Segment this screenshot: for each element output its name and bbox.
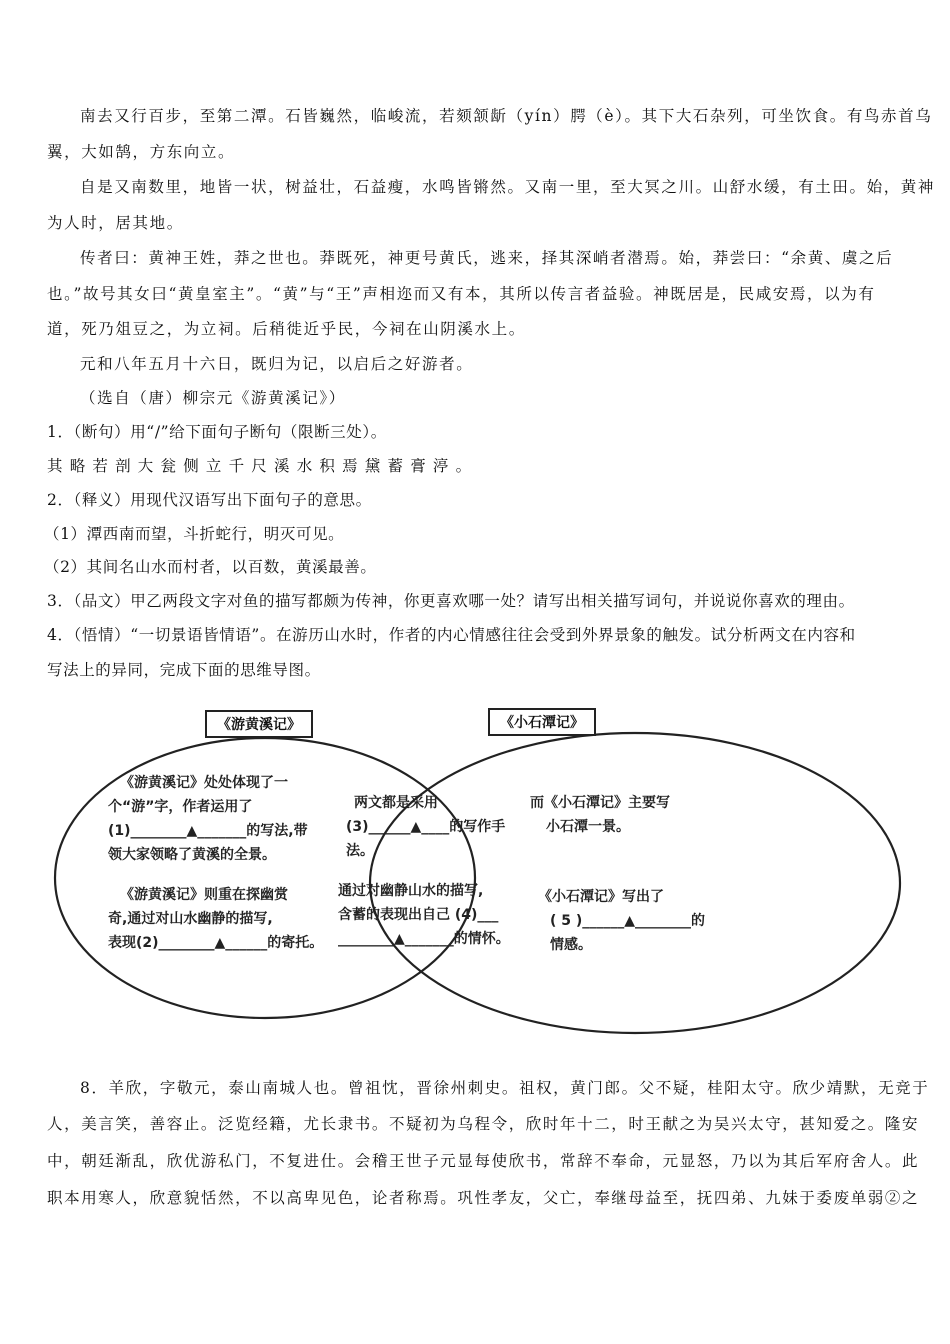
right-line-1: 而《小石潭记》主要写 [530,795,670,811]
left-line-4: 领大家领略了黄溪的全景。 [108,847,276,863]
question-1-text: 其略若剖大瓮侧立千尺溪水积焉黛蓄膏渟。 [47,457,479,475]
center-line-3: 法。 [346,843,374,859]
right-line-2: 小石潭一景。 [546,819,630,835]
right-line-5: 情感。 [550,937,592,953]
passage-p4: 元和八年五月十六日，既归为记，以启后之好游者。 [80,355,474,373]
center-line-1: 两文都是采用 [354,795,438,811]
left-line-1: 《游黄溪记》处处体现了一 [120,775,288,791]
passage2-l2: 人，美言笑，善容止。泛览经籍，尤长隶书。不疑初为乌程令，欣时年十二，时王献之为吴兴太守，甚知爱之。隆安 [47,1115,920,1133]
passage-source: （选自（唐）柳宗元《游黄溪记》） [80,389,346,407]
center-line-4: 通过对幽静山水的描写, [338,883,484,899]
question-1: 1．（断句）用“/”给下面句子断句（限断三处）。 [47,423,387,441]
left-line-5: 《游黄溪记》则重在探幽赏 [120,887,288,903]
passage-p2b: 为人时，居其地。 [47,214,184,232]
question-4b: 写法上的异同，完成下面的思维导图。 [47,661,321,679]
passage-p1b: 翼，大如鹄，方东向立。 [47,143,236,161]
passage-p3a: 传者曰：黄神王姓，莽之世也。莽既死，神更号黄氏，逃来，择其深峭者潜焉。始，莽尝曰：“余黄、虞之后 [80,249,894,267]
venn-diagram [40,700,920,1040]
left-line-2: 个“游”字，作者运用了 [108,799,253,815]
center-line-6: ________▲_______的情怀。 [338,931,510,947]
passage2-l4: 职本用寒人，欣意貌恬然，不以高卑见色，论者称焉。巩性孝友，父亡，奉继母益至，抚四弟、九妹于委废单弱②之 [47,1189,920,1207]
right-title: 《小石潭记》 [488,708,596,736]
passage-p3c: 道，死乃俎豆之，为立祠。后稍徙近乎民，今祠在山阴溪水上。 [47,320,526,338]
question-2-2: （2）其间名山水而村者，以百数，黄溪最善。 [44,558,377,576]
passage-p1a: 南去又行百步，至第二潭。石皆巍然，临峻流，若颏颔龂（yín）腭（è）。其下大石杂列，可坐饮食。有鸟赤首乌 [80,107,933,125]
question-4a: 4．（悟情）“一切景语皆情语”。在游历山水时，作者的内心情感往往会受到外界景象的触发。试分析两文在内容和 [47,626,856,644]
right-line-3: 《小石潭记》写出了 [538,889,664,905]
question-2: 2．（释义）用现代汉语写出下面句子的意思。 [47,491,372,509]
left-line-7: 表现(2)________▲______的寄托。 [108,935,324,951]
right-line-4: ( 5 )______▲________的 [550,913,706,929]
passage2-l3: 中，朝廷渐乱，欣优游私门，不复进仕。会稽王世子元显每使欣书，常辞不奉命，元显怒，乃以为其后军府舍人。此 [47,1152,920,1170]
question-3: 3．（品文）甲乙两段文字对鱼的描写都颇为传神，你更喜欢哪一处？请写出相关描写词句，并说说你喜欢的理由。 [47,592,855,610]
passage-p3b: 也。”故号其女曰“黄皇室主”。“黄”与“王”声相迩而又有本，其所以传言者益验。神既居是，民咸安焉，以为有 [47,285,876,303]
left-title: 《游黄溪记》 [205,710,313,738]
passage-p2a: 自是又南数里，地皆一状，树益壮，石益瘦，水鸣皆锵然。又南一里，至大冥之川。山舒水缓，有土田。始，黄神 [80,178,936,196]
center-line-2: (3)______▲____的写作手 [346,819,506,835]
venn-circles [40,700,920,1040]
left-line-6: 奇,通过对山水幽静的描写, [108,911,273,927]
left-line-3: (1)________▲_______的写法,带 [108,823,308,839]
center-line-5: 含蓄的表现出自己 (4)___ [338,907,499,923]
passage2-l1: 8．羊欣，字敬元，泰山南城人也。曾祖忱，晋徐州刺史。祖权，黄门郎。父不疑，桂阳太守。欣少靖默，无竞于 [80,1079,930,1097]
question-2-1: （1）潭西南而望，斗折蛇行，明灭可见。 [44,525,345,543]
